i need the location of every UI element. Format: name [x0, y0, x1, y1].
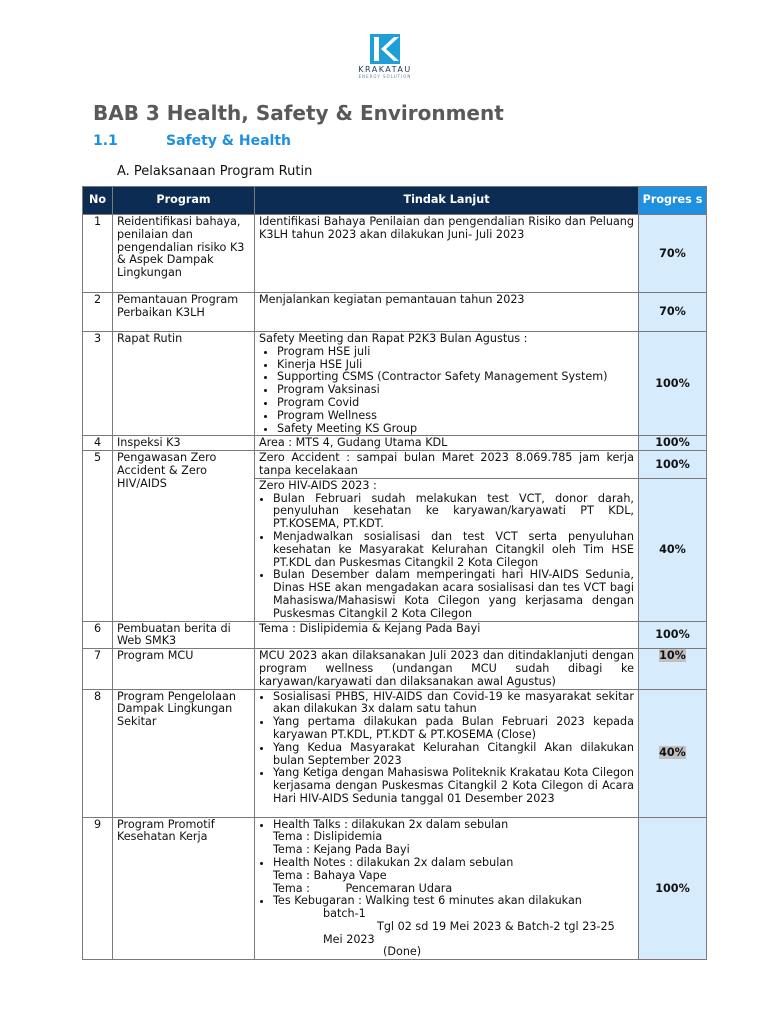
- health-talks: • Health Talks : dilakukan 2x dalam sebulan: [273, 817, 509, 831]
- table-row: [83, 621, 707, 649]
- logo-tagline: ENERGY SOLUTION: [358, 74, 412, 79]
- tes-kebugaran-detail: Mei 2023: [323, 932, 375, 946]
- list-item: • Yang pertama dilakukan pada Bulan Februari 2023 kepada karyawan PT.KDL, PT.KDT & PT.KOSEMA (Close): [273, 716, 634, 742]
- row-no: 2: [83, 293, 113, 332]
- header-program: Program: [113, 187, 255, 215]
- row-tindak: Tema : Dislipidemia & Kejang Pada Bayi: [255, 621, 639, 649]
- health-notes: • Health Notes : dilakukan 2x dalam sebulan: [273, 855, 514, 869]
- table-row: [83, 689, 707, 817]
- list-item: • Program HSE juli: [277, 346, 634, 359]
- row-program: Inspeksi K3: [113, 436, 255, 451]
- chapter-title: BAB 3 Health, Safety & Environment: [93, 101, 504, 125]
- list-item: • Menjadwalkan sosialisasi dan test VCT serta penyuluhan kesehatan ke Masyarakat Kelurahan Citangkil oleh Tim HSE PT.KDL dan Puskesmas Citangkil 2 Kota Cilegon: [273, 531, 634, 569]
- row-tindak: [255, 332, 639, 436]
- row-tindak: Menjalankan kegiatan pemantauan tahun 2023: [255, 293, 639, 332]
- progres-highlight: 10%: [659, 649, 686, 663]
- list-item: [273, 857, 634, 895]
- list-item: • Supporting CSMS (Contractor Safety Management System): [277, 371, 634, 384]
- health-notes-theme: Tema : Bahaya Vape: [273, 868, 387, 882]
- row-no: 1: [83, 215, 113, 293]
- header-tindak-lanjut: Tindak Lanjut: [255, 187, 639, 215]
- tes-kebugaran-detail: Tgl 02 sd 19 Mei 2023 & Batch-2 tgl 23-25: [377, 919, 615, 933]
- row-progres: 100%: [639, 436, 707, 451]
- row-progres: 100%: [639, 817, 707, 960]
- section-number: 1.1: [93, 133, 118, 149]
- row-no: 9: [83, 817, 113, 960]
- list-item: • Program Wellness: [277, 410, 634, 423]
- row-progres: [639, 689, 707, 817]
- health-notes-theme: Tema : Pencemaran Udara: [273, 881, 453, 895]
- promotif-list: [259, 819, 634, 960]
- section-title: Safety & Health: [166, 133, 292, 149]
- list-item: • Bulan Februari sudah melakukan test VCT, donor darah, penyuluhan kesehatan ke karyawan/karyawati PT KDL, PT.KOSEMA, PT.KDT.: [273, 493, 634, 531]
- row-no: 3: [83, 332, 113, 436]
- row-program: Rapat Rutin: [113, 332, 255, 436]
- row-tindak-intro: Safety Meeting dan Rapat P2K3 Bulan Agustus :: [259, 332, 528, 345]
- list-item: [273, 895, 634, 959]
- table-header-row: [83, 187, 707, 215]
- row-no: 4: [83, 436, 113, 451]
- row-tindak-zero-accident: Zero Accident : sampai bulan Maret 2023 8.069.785 jam kerja tanpa kecelakaan: [255, 451, 639, 479]
- row-program: Pengawasan Zero Accident & Zero HIV/AIDS: [113, 451, 255, 621]
- row-tindak-intro: Zero HIV-AIDS 2023 :: [259, 478, 377, 492]
- health-talks-theme: Tema : Kejang Pada Bayi: [273, 843, 410, 857]
- table-row: [83, 215, 707, 293]
- krakatau-logo-icon: [370, 34, 400, 64]
- row-tindak-zero-hiv: [255, 478, 639, 621]
- list-item: • Yang Kedua Masyarakat Kelurahan Citangkil Akan dilakukan bulan September 2023: [273, 742, 634, 768]
- row-tindak: Area : MTS 4, Gudang Utama KDL: [255, 436, 639, 451]
- row-no: 8: [83, 689, 113, 817]
- row-progres: 100%: [639, 332, 707, 436]
- list-item: • Kinerja HSE Juli: [277, 359, 634, 372]
- tes-kebugaran-status: (Done): [383, 945, 422, 959]
- row-progres: 70%: [639, 293, 707, 332]
- row-tindak: MCU 2023 akan dilaksanakan Juli 2023 dan ditindaklanjuti dengan program wellness (undangan MCU sudah dibagi ke karyawan/karyawati dan dilaksanakan awal Agustus): [255, 649, 639, 689]
- progres-highlight: 40%: [659, 746, 686, 760]
- tes-kebugaran-detail: batch-1: [323, 907, 366, 921]
- row-no: 5: [83, 451, 113, 621]
- row-progres: 40%: [639, 478, 707, 621]
- row-program: Reidentifikasi bahaya, penilaian dan pengendalian risiko K3 & Aspek Dampak Lingkungan: [113, 215, 255, 293]
- table-row: [83, 451, 707, 479]
- company-logo: [340, 34, 430, 84]
- row-tindak: [255, 817, 639, 960]
- list-item: • Program Vaksinasi: [277, 384, 634, 397]
- list-item: • Sosialisasi PHBS, HIV-AIDS dan Covid-19 ke masyarakat sekitar akan dilakukan 3x dalam satu tahun: [273, 691, 634, 717]
- row-no: 7: [83, 649, 113, 689]
- row-progres: 100%: [639, 621, 707, 649]
- row-tindak: [255, 689, 639, 817]
- section-heading: [93, 133, 291, 149]
- row-no: 6: [83, 621, 113, 649]
- rapat-list: [259, 346, 634, 436]
- header-progres: Progres s: [639, 187, 707, 215]
- table-row: [83, 649, 707, 689]
- row-program: Program Pengelolaan Dampak Lingkungan Sekitar: [113, 689, 255, 817]
- table-row: [83, 293, 707, 332]
- health-talks-theme: Tema : Dislipidemia: [273, 830, 383, 844]
- row-program: Program Promotif Kesehatan Kerja: [113, 817, 255, 960]
- header-no: No: [83, 187, 113, 215]
- lingkungan-list: [259, 691, 634, 806]
- table-row: [83, 332, 707, 436]
- table-row: [83, 817, 707, 960]
- list-item: • Bulan Desember dalam memperingati hari HIV-AIDS Sedunia, Dinas HSE akan mengadakan acara sosialisasi dan tes VCT bagi Mahasiswa/Mahasiswi Kota Cilegon yang kerjasama dengan Puskesmas Citangkil 2 Kota Cilegon: [273, 569, 634, 620]
- subsection-title: A. Pelaksanaan Program Rutin: [117, 164, 313, 179]
- list-item: [273, 819, 634, 857]
- program-table: [82, 186, 707, 960]
- row-program: Pembuatan berita di Web SMK3: [113, 621, 255, 649]
- list-item: • Safety Meeting KS Group: [277, 423, 634, 436]
- list-item: • Program Covid: [277, 397, 634, 410]
- row-progres: 70%: [639, 215, 707, 293]
- hiv-list: [259, 493, 634, 621]
- row-progres: 100%: [639, 451, 707, 479]
- row-program: Program MCU: [113, 649, 255, 689]
- tes-kebugaran: • Tes Kebugaran : Walking test 6 minutes akan dilakukan: [273, 894, 582, 908]
- logo-name: KRAKATAU: [358, 65, 412, 74]
- row-program: Pemantauan Program Perbaikan K3LH: [113, 293, 255, 332]
- row-progres: [639, 649, 707, 689]
- table-row: [83, 436, 707, 451]
- row-tindak: Identifikasi Bahaya Penilaian dan pengendalian Risiko dan Peluang K3LH tahun 2023 akan dilakukan Juni- Juli 2023: [255, 215, 639, 293]
- list-item: • Yang Ketiga dengan Mahasiswa Politeknik Krakatau Kota Cilegon kerjasama dengan Puskesmas Citangkil 2 Kota Cilegon di Acara Hari HIV-AIDS Sedunia tanggal 01 Desember 2023: [273, 767, 634, 805]
